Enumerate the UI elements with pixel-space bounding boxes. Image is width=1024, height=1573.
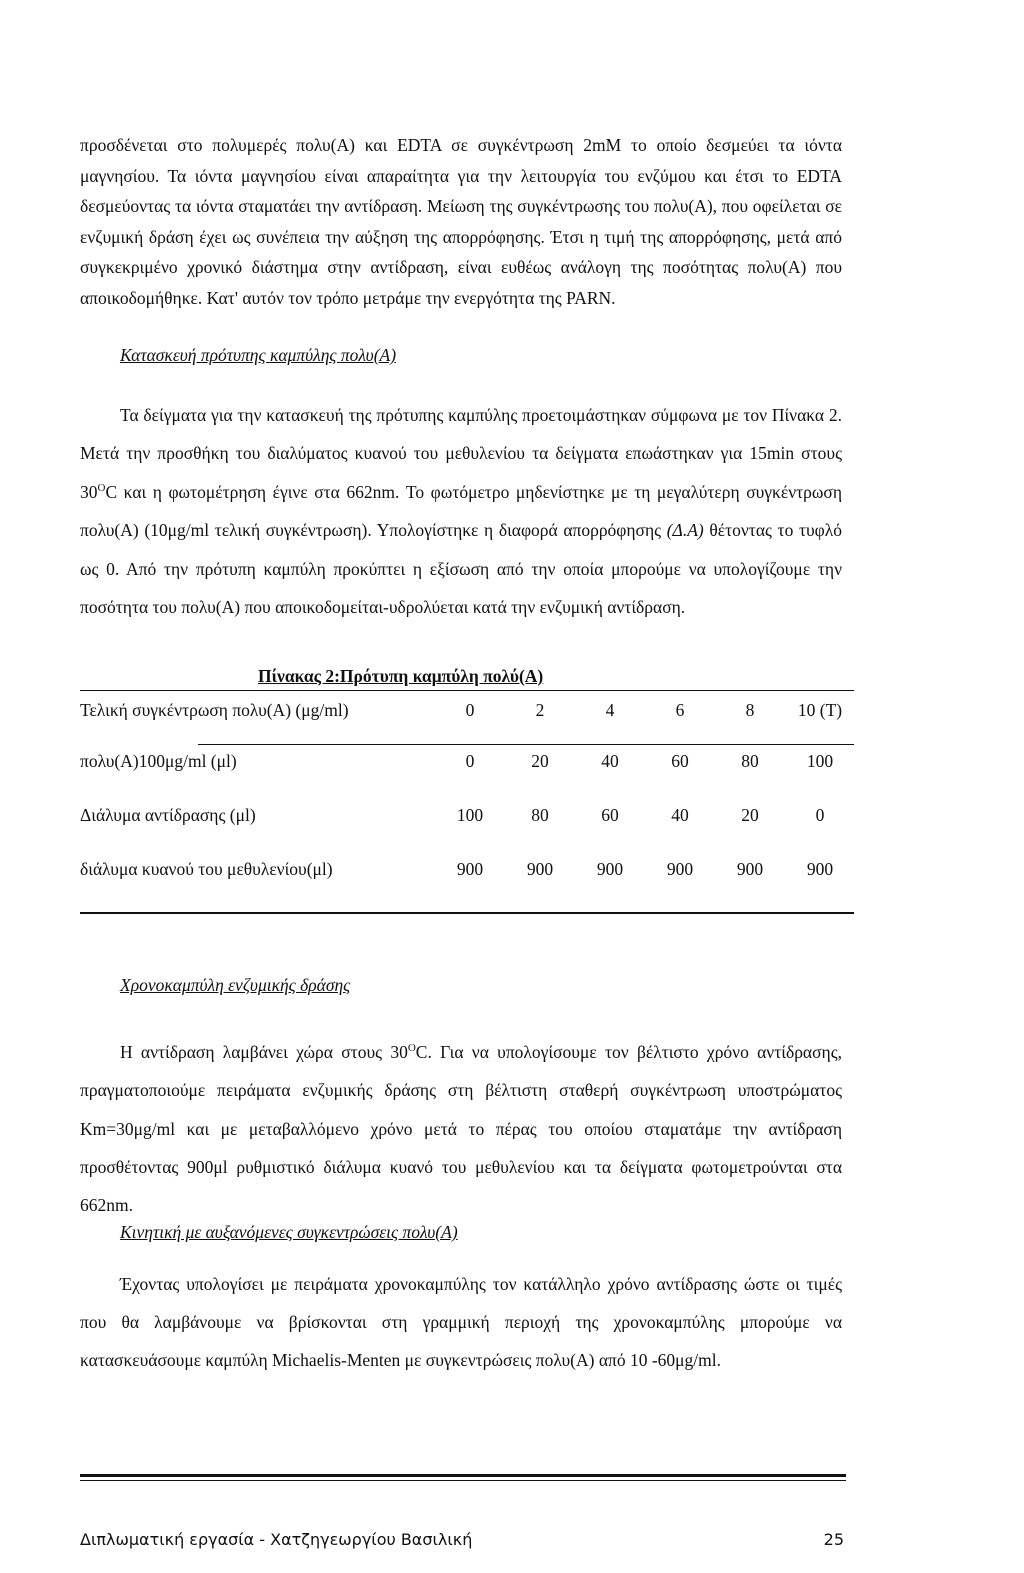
footer-rule-thick: [80, 1474, 846, 1477]
table-cell: 60: [601, 805, 619, 825]
section-heading-kinetics: Κινητική με αυξανόμενες συγκεντρώσεις πολυ(Α): [120, 1222, 458, 1242]
text-run: θέτοντας το τυφλό ως 0. Από την πρότυπη καμπύλη προκύπτει η εξίσωση από την οποία μπορούμε να υπολογίζουμε την ποσότητα του πολυ(Α) που αποικοδομείται-υδρολύεται κατά την ενζυμική αντίδραση.: [80, 520, 842, 618]
table-cell: 20: [531, 751, 549, 771]
standard-curve-paragraph: [80, 396, 842, 626]
time-curve-paragraph: [80, 1033, 842, 1224]
row-label: διάλυμα κυανού του μεθυλενίου(μl): [80, 859, 333, 879]
table-cell: 4: [605, 700, 615, 720]
section-heading-standard-curve: Κατασκευή πρότυπης καμπύλης πολυ(Α): [120, 345, 397, 365]
table-cell: 10 (Τ): [797, 700, 843, 720]
table-title: Πίνακας 2:Πρότυπη καμπύλη πολύ(Α): [258, 666, 544, 686]
table-cell: 900: [806, 859, 834, 879]
table-cell: 60: [671, 751, 689, 771]
table-cell: 80: [741, 751, 759, 771]
section-heading-time-curve: Χρονοκαμπύλη ενζυμικής δράσης: [120, 975, 351, 995]
table-cell: 100: [806, 751, 834, 771]
text-run: Τα δείγματα για την κατασκευή της πρότυπης καμπύλης προετοιμάστηκαν σύμφωνα με τον Πίνακα 2. Μετά την προσθήκη του διαλύματος κυανού του μεθυλενίου τα δείγματα επωάστηκαν για 15min στους 30: [80, 405, 842, 502]
footer-text: Διπλωματική εργασία - Χατζηγεωργίου Βασιλική: [80, 1530, 473, 1549]
table-cell: 6: [675, 700, 685, 720]
delta-a-term: (Δ.Α): [666, 520, 704, 541]
row-label: πολυ(Α)100μg/ml (μl): [80, 751, 237, 771]
table-cell: 900: [666, 859, 694, 879]
table-cell: 900: [456, 859, 484, 879]
footer-rule-thin: [80, 1480, 846, 1481]
table-cell: 100: [456, 805, 484, 825]
kinetics-paragraph: Έχοντας υπολογίσει με πειράματα χρονοκαμπύλης τον κατάλληλο χρόνο αντίδρασης ώστε οι τιμές που θα λαμβάνουμε να βρίσκονται στη γραμμική περιοχή της χρονοκαμπύλης μπορούμε να κατασκευάσουμε καμπύλη Michaelis-Menten με συγκεντρώσεις πολυ(Α) από 10 -60μg/ml.: [80, 1274, 842, 1370]
table-cell: 80: [531, 805, 549, 825]
text-run: Η αντίδραση λαμβάνει χώρα στους 30: [120, 1042, 408, 1062]
superscript: O: [407, 1042, 416, 1055]
text-run: C και η φωτομέτρηση έγινε στα 662nm. Το φωτόμετρο μηδενίστηκε με τη μεγαλύτερη συγκέντρωση πολυ(Α) (10μg/ml τελική συγκέντρωση). Υπολογίστηκε η διαφορά απορρόφησης: [80, 481, 842, 541]
table-cell: 0: [465, 700, 475, 720]
table-cell: 40: [601, 751, 619, 771]
table-cell: 20: [741, 805, 759, 825]
table-cell: 900: [526, 859, 554, 879]
table-header-rule: [198, 744, 854, 745]
page-number: 25: [823, 1530, 844, 1549]
text-run: C. Για να υπολογίσουμε τον βέλτιστο χρόνο αντίδρασης, πραγματοποιούμε πειράματα ενζυμικής δράσης στη βέλτιστη σταθερή συγκέντρωση υποστρώματος Km=30μg/ml και με μεταβαλλόμενο χρόνο μετά το πέρας του οποίου σταματάμε την αντίδραση προσθέτοντας 900μl ρυθμιστικό διάλυμα κυανό του μεθυλενίου και τα δείγματα φωτομετρούνται στα 662nm.: [80, 1042, 842, 1216]
table-cell: 0: [815, 805, 825, 825]
table-cell: 900: [736, 859, 764, 879]
row-label: Διάλυμα αντίδρασης (μl): [80, 805, 256, 825]
table-bottom-rule: [80, 912, 854, 914]
table-cell: 0: [465, 751, 475, 771]
table-row: [80, 751, 860, 781]
table-cell: 900: [596, 859, 624, 879]
row-label: Τελική συγκέντρωση πολυ(Α) (μg/ml): [80, 700, 349, 720]
table-row: [80, 805, 860, 835]
table-cell: 8: [745, 700, 755, 720]
table-row: [80, 700, 860, 730]
superscript: O: [97, 481, 106, 494]
table-row: [80, 859, 860, 889]
table-top-rule: [80, 690, 854, 691]
table-cell: 2: [535, 700, 545, 720]
intro-paragraph: προσδένεται στο πολυμερές πολυ(Α) και EDTA σε συγκέντρωση 2mM το οποίο δεσμεύει τα ιόντα μαγνησίου. Τα ιόντα μαγνησίου είναι απαραίτητα για την λειτουργία του ενζύμου και έτσι το EDTA δεσμεύοντας τα ιόντα σταματάει την αντίδραση. Μείωση της συγκέντρωσης του πολυ(Α), που οφείλεται σε ενζυμική δράση έχει ως συνέπεια την αύξηση της απορρόφησης. Έτσι η τιμή της απορρόφησης, μετά από συγκεκριμένο χρονικό διάστημα στην αντίδραση, είναι ευθέως ανάλογη της ποσότητας πολυ(Α) που αποικοδομήθηκε. Κατ' αυτόν τον τρόπο μετράμε την ενεργότητα της PARN.: [80, 135, 842, 308]
table-cell: 40: [671, 805, 689, 825]
